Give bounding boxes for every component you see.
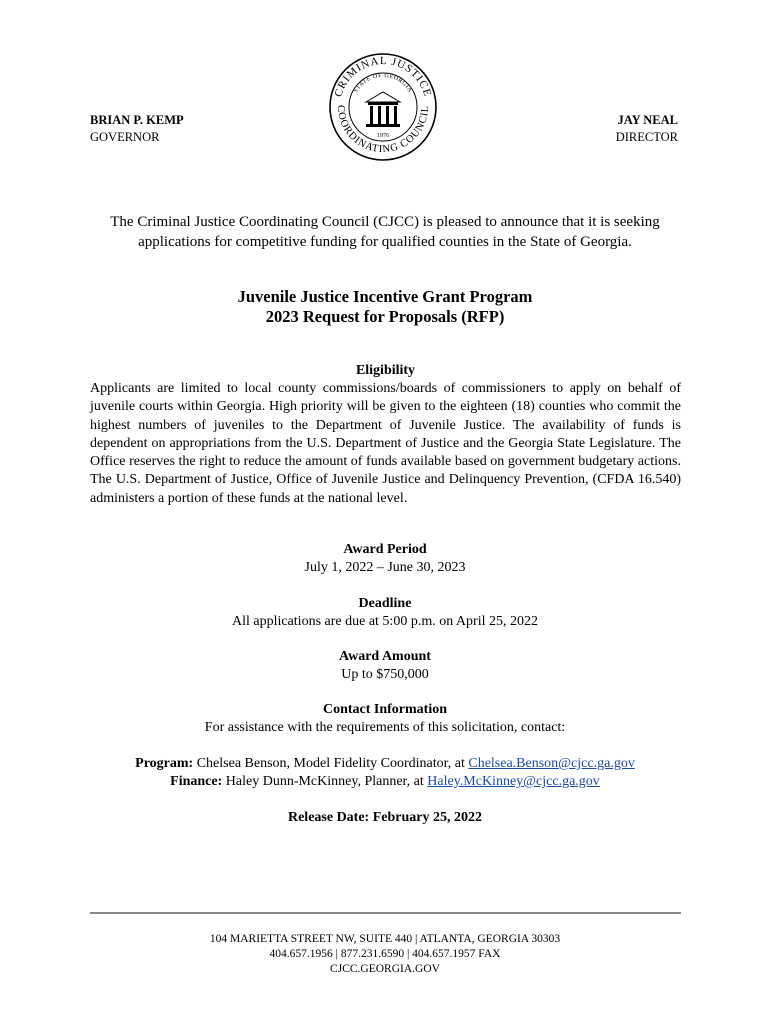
program-text: Chelsea Benson, Model Fidelity Coordinator, at — [193, 756, 469, 771]
program-contact-line — [0, 755, 770, 773]
footer-divider — [90, 912, 681, 914]
svg-text:STATE OF GEORGIA: STATE OF GEORGIA — [353, 72, 413, 94]
svg-text:CRIMINAL JUSTICE: CRIMINAL JUSTICE — [332, 54, 434, 99]
title-line-2: 2023 Request for Proposals (RFP) — [265, 307, 505, 326]
director-block — [616, 112, 678, 146]
deadline-section — [0, 595, 770, 631]
governor-title: GOVERNOR — [90, 130, 160, 144]
governor-block — [90, 112, 184, 146]
director-title: DIRECTOR — [615, 130, 678, 144]
finance-contact-line — [0, 773, 770, 791]
award-amount-heading: Award Amount — [339, 649, 431, 664]
program-label: Program: — [135, 756, 194, 771]
deadline-text: All applications are due at 5:00 p.m. on April 25, 2022 — [231, 614, 538, 629]
title-line-1: Juvenile Justice Incentive Grant Program — [237, 287, 533, 306]
footer-address: 104 MARIETTA STREET NW, SUITE 440 | ATLANTA, GEORGIA 30303 — [209, 933, 561, 945]
intro-paragraph — [0, 212, 770, 252]
svg-text:1976: 1976 — [377, 133, 389, 139]
program-email-link[interactable]: Chelsea.Benson@cjcc.ga.gov — [468, 756, 635, 771]
footer-website: CJCC.GEORGIA.GOV — [330, 963, 440, 975]
intro-line-1: The Criminal Justice Coordinating Council (CJCC) is pleased to announce that it is seeking — [110, 214, 660, 230]
finance-text: Haley Dunn-McKinney, Planner, at — [222, 774, 428, 789]
contact-section — [0, 701, 770, 737]
award-period-text: July 1, 2022 – June 30, 2023 — [304, 560, 466, 575]
contact-text: For assistance with the requirements of this solicitation, contact: — [204, 720, 566, 735]
award-period-section — [0, 541, 770, 577]
footer — [0, 932, 770, 977]
cjcc-seal-logo — [328, 52, 438, 162]
finance-email-link[interactable]: Haley.McKinney@cjcc.ga.gov — [427, 774, 600, 789]
award-amount-text: Up to $750,000 — [341, 667, 429, 682]
deadline-heading: Deadline — [358, 596, 412, 611]
eligibility-heading: Eligibility — [355, 363, 416, 378]
eligibility-body: Applicants are limited to local county commissions/boards of commissioners to apply on behalf of juvenile courts within Georgia. High priority will be given to the eighteen (18) counties who commit the highest numbers of juveniles to the Department of Juvenile Justice. The availability of funds is dependent on appropriations from the U.S. Department of Justice and the Georgia State Legislature. The Office reserves the right to reduce the amount of funds available based on government budgetary actions. The U.S. Department of Justice, Office of Juvenile Justice and Delinquency Prevention, (CFDA 16.540) administers a portion of these funds at the national level. — [90, 381, 681, 506]
eligibility-section — [90, 362, 681, 508]
contact-heading: Contact Information — [322, 702, 448, 717]
governor-name: BRIAN P. KEMP — [90, 113, 184, 127]
document-title — [0, 287, 770, 327]
footer-phones: 404.657.1956 | 877.231.6590 | 404.657.1957 FAX — [269, 948, 501, 960]
svg-text:COORDINATING COUNCIL: COORDINATING COUNCIL — [334, 104, 432, 156]
finance-label: Finance: — [170, 774, 223, 789]
intro-line-2: applications for competitive funding for qualified counties in the State of Georgia. — [138, 234, 632, 250]
award-amount-section — [0, 648, 770, 684]
release-date: Release Date: February 25, 2022 — [287, 810, 482, 825]
director-name: JAY NEAL — [617, 113, 678, 127]
award-period-heading: Award Period — [343, 542, 427, 557]
